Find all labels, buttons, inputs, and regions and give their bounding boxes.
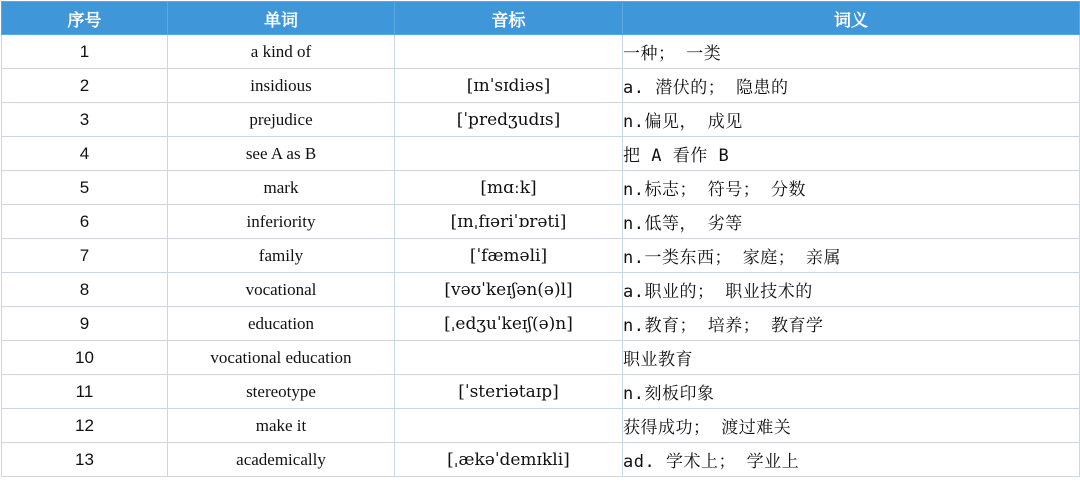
cell-meaning: a. 潜伏的； 隐患的	[623, 69, 1080, 103]
cell-phonetic: [vəʊˈkeɪʃən(ə)l]	[395, 273, 623, 307]
cell-phonetic: [ɪnˌfɪəriˈɒrəti]	[395, 205, 623, 239]
cell-word: family	[168, 239, 395, 273]
cell-phonetic: [ˈsteriətaɪp]	[395, 375, 623, 409]
cell-word: a kind of	[168, 35, 395, 69]
column-header-number: 序号	[2, 2, 168, 35]
cell-number: 3	[2, 103, 168, 137]
cell-phonetic	[395, 409, 623, 443]
table-row	[2, 273, 1080, 307]
cell-meaning: a.职业的； 职业技术的	[623, 273, 1080, 307]
cell-phonetic	[395, 137, 623, 171]
cell-meaning: n.标志； 符号； 分数	[623, 171, 1080, 205]
cell-number: 9	[2, 307, 168, 341]
cell-phonetic: [ˌedʒuˈkeɪʃ(ə)n]	[395, 307, 623, 341]
cell-phonetic	[395, 35, 623, 69]
cell-phonetic: [ˈfæməli]	[395, 239, 623, 273]
table-row	[2, 341, 1080, 375]
vocabulary-table	[1, 1, 1080, 477]
table-row	[2, 205, 1080, 239]
column-header-meaning: 词义	[623, 2, 1080, 35]
cell-word: prejudice	[168, 103, 395, 137]
table-header-row	[2, 2, 1080, 35]
cell-number: 11	[2, 375, 168, 409]
table-row	[2, 443, 1080, 477]
cell-phonetic: [ˌækəˈdemɪkli]	[395, 443, 623, 477]
cell-word: academically	[168, 443, 395, 477]
cell-number: 7	[2, 239, 168, 273]
cell-number: 5	[2, 171, 168, 205]
cell-number: 1	[2, 35, 168, 69]
cell-number: 4	[2, 137, 168, 171]
cell-number: 2	[2, 69, 168, 103]
cell-phonetic: [ɪnˈsɪdiəs]	[395, 69, 623, 103]
cell-meaning: n.一类东西； 家庭； 亲属	[623, 239, 1080, 273]
cell-word: insidious	[168, 69, 395, 103]
cell-word: inferiority	[168, 205, 395, 239]
cell-number: 13	[2, 443, 168, 477]
table-row	[2, 35, 1080, 69]
table-row	[2, 69, 1080, 103]
column-header-word: 单词	[168, 2, 395, 35]
table-row	[2, 409, 1080, 443]
cell-meaning: n.低等， 劣等	[623, 205, 1080, 239]
cell-word: see A as B	[168, 137, 395, 171]
cell-meaning: 把 A 看作 B	[623, 137, 1080, 171]
cell-number: 10	[2, 341, 168, 375]
cell-phonetic: [ˈpredʒudɪs]	[395, 103, 623, 137]
cell-meaning: n.教育； 培养； 教育学	[623, 307, 1080, 341]
cell-number: 6	[2, 205, 168, 239]
cell-meaning: 职业教育	[623, 341, 1080, 375]
table-row	[2, 307, 1080, 341]
table-row	[2, 239, 1080, 273]
cell-word: education	[168, 307, 395, 341]
table-row	[2, 103, 1080, 137]
cell-meaning: n.刻板印象	[623, 375, 1080, 409]
table-row	[2, 375, 1080, 409]
cell-number: 12	[2, 409, 168, 443]
cell-meaning: 获得成功； 渡过难关	[623, 409, 1080, 443]
cell-word: vocational education	[168, 341, 395, 375]
table-row	[2, 171, 1080, 205]
cell-meaning: 一种； 一类	[623, 35, 1080, 69]
cell-phonetic	[395, 341, 623, 375]
cell-word: mark	[168, 171, 395, 205]
cell-number: 8	[2, 273, 168, 307]
cell-word: stereotype	[168, 375, 395, 409]
cell-meaning: n.偏见， 成见	[623, 103, 1080, 137]
cell-phonetic: [mɑːk]	[395, 171, 623, 205]
cell-meaning: ad. 学术上； 学业上	[623, 443, 1080, 477]
table-row	[2, 137, 1080, 171]
cell-word: vocational	[168, 273, 395, 307]
column-header-phonetic: 音标	[395, 2, 623, 35]
cell-word: make it	[168, 409, 395, 443]
